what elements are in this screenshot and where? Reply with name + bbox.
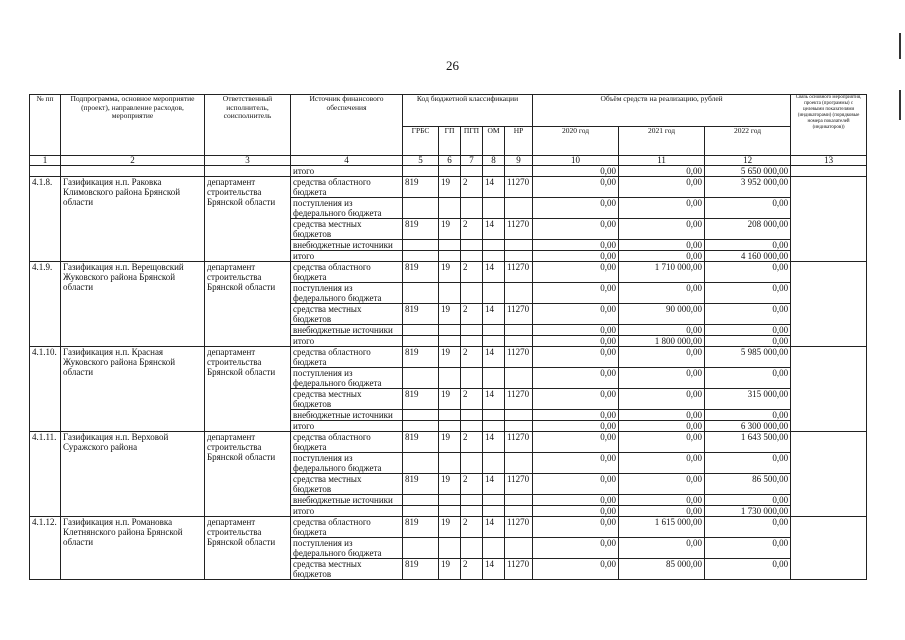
cell-2021: 0,00 [619,506,705,517]
cell-pgp [461,421,483,432]
header-source: Источник финансового обеспечения [291,95,403,156]
cell-2020: 0,00 [533,177,619,198]
cell-grbs [403,325,439,336]
cell-2022: 315 000,00 [705,389,791,410]
cell-source: внебюджетные источники [291,410,403,421]
cell-2021: 0,00 [619,347,705,368]
cell-empty [205,166,291,177]
cell-grbs: 819 [403,559,439,580]
cell-nr [505,240,533,251]
measure-name: Газификация н.п. Раковка Климовского района Брянской области [61,177,205,262]
cell-gp [439,538,461,559]
col-number: 8 [483,156,505,166]
header-gp: ГП [439,127,461,156]
cell-om: 14 [483,559,505,580]
table-body [30,166,867,580]
header-pgp: ПГП [461,127,483,156]
cell-grbs [403,538,439,559]
cell-2022: 0,00 [705,559,791,580]
cell-2022: 6 300 000,00 [705,421,791,432]
cell-source: средства местных бюджетов [291,219,403,240]
cell-2020: 0,00 [533,410,619,421]
cell-grbs: 819 [403,389,439,410]
cell-gp [439,251,461,262]
cell-nr: 11270 [505,177,533,198]
scan-edge-mark [899,33,901,59]
cell-om [483,240,505,251]
cell-nr [505,421,533,432]
header-2020: 2020 год [533,127,619,156]
measure-name: Газификация н.п. Верховой Суражского района [61,432,205,517]
cell-grbs [403,495,439,506]
cell-2022: 0,00 [705,283,791,304]
cell-2022: 1 643 500,00 [705,432,791,453]
cell-source: средства местных бюджетов [291,389,403,410]
cell-pgp: 2 [461,304,483,325]
cell-source: поступления из федерального бюджета [291,198,403,219]
cell-pgp: 2 [461,177,483,198]
cell-nr [505,336,533,347]
cell-2022: 0,00 [705,410,791,421]
cell-om [483,283,505,304]
cell-2021: 0,00 [619,389,705,410]
cell-source: средства областного бюджета [291,262,403,283]
cell-2021: 0,00 [619,166,705,177]
cell-2021: 1 800 000,00 [619,336,705,347]
cell-nr: 11270 [505,432,533,453]
cell-2020: 0,00 [533,495,619,506]
cell-grbs: 819 [403,347,439,368]
cell-nr [505,251,533,262]
cell-empty [30,166,61,177]
cell-gp [439,166,461,177]
cell-pgp [461,495,483,506]
cell-nr: 11270 [505,474,533,495]
cell-om: 14 [483,432,505,453]
col-number: 10 [533,156,619,166]
cell-2020: 0,00 [533,198,619,219]
cell-2020: 0,00 [533,166,619,177]
page-number: 26 [446,58,459,73]
cell-pgp [461,506,483,517]
cell-gp [439,506,461,517]
cell-gp [439,410,461,421]
cell-grbs: 819 [403,474,439,495]
cell-gp [439,325,461,336]
col-number: 3 [205,156,291,166]
cell-source: итого [291,421,403,432]
cell-grbs: 819 [403,262,439,283]
measure-name: Газификация н.п. Верещовский Жуковского района Брянской области [61,262,205,347]
cell-2020: 0,00 [533,251,619,262]
cell-nr [505,368,533,389]
col-number: 11 [619,156,705,166]
cell-pgp: 2 [461,219,483,240]
cell-2020: 0,00 [533,283,619,304]
cell-grbs [403,283,439,304]
cell-nr: 11270 [505,389,533,410]
cell-2020: 0,00 [533,325,619,336]
cell-2021: 0,00 [619,177,705,198]
budget-table [29,94,867,580]
cell-source: поступления из федерального бюджета [291,453,403,474]
cell-2021: 85 000,00 [619,559,705,580]
table-row [30,347,867,368]
cell-2021: 0,00 [619,421,705,432]
table-row [30,177,867,198]
cell-pgp [461,240,483,251]
header-num: № пп [30,95,61,156]
cell-om [483,198,505,219]
cell-2022: 3 952 000,00 [705,177,791,198]
cell-nr: 11270 [505,304,533,325]
cell-gp: 19 [439,262,461,283]
cell-2022: 0,00 [705,325,791,336]
cell-grbs [403,240,439,251]
row-number: 4.1.12. [30,517,61,580]
cell-om: 14 [483,304,505,325]
cell-source: средства местных бюджетов [291,559,403,580]
header-2022: 2022 год [705,127,791,156]
header-link: Связь основного мероприятия, проекта (программы) с целевыми показателями (индикаторами) (порядковые номера показателей (индикаторов)) [791,95,867,156]
cell-source: средства местных бюджетов [291,474,403,495]
cell-2021: 1 615 000,00 [619,517,705,538]
cell-pgp: 2 [461,474,483,495]
cell-gp: 19 [439,517,461,538]
cell-2021: 0,00 [619,283,705,304]
cell-grbs [403,453,439,474]
cell-pgp [461,251,483,262]
cell-2020: 0,00 [533,336,619,347]
cell-om: 14 [483,389,505,410]
cell-2021: 0,00 [619,368,705,389]
col-number: 9 [505,156,533,166]
cell-om [483,538,505,559]
cell-gp [439,283,461,304]
cell-2020: 0,00 [533,368,619,389]
cell-gp [439,368,461,389]
cell-nr [505,506,533,517]
cell-grbs: 819 [403,517,439,538]
cell-nr: 11270 [505,517,533,538]
cell-source: внебюджетные источники [291,325,403,336]
cell-2020: 0,00 [533,421,619,432]
cell-2022: 0,00 [705,336,791,347]
cell-grbs [403,410,439,421]
cell-2022: 5 650 000,00 [705,166,791,177]
cell-2021: 0,00 [619,219,705,240]
cell-pgp [461,410,483,421]
header-grbs: ГРБС [403,127,439,156]
row-number: 4.1.9. [30,262,61,347]
executor-name: департамент строительства Брянской области [205,517,291,580]
cell-2022: 0,00 [705,240,791,251]
cell-2020: 0,00 [533,219,619,240]
cell-2022: 0,00 [705,517,791,538]
cell-pgp [461,283,483,304]
row-number: 4.1.11. [30,432,61,517]
cell-om [483,325,505,336]
cell-pgp [461,538,483,559]
cell-pgp [461,166,483,177]
cell-om: 14 [483,177,505,198]
column-numbers-row [30,156,867,166]
cell-om [483,166,505,177]
cell-nr [505,166,533,177]
cell-2021: 0,00 [619,198,705,219]
cell-2021: 0,00 [619,432,705,453]
cell-gp: 19 [439,389,461,410]
cell-pgp [461,368,483,389]
cell-gp [439,453,461,474]
cell-empty [61,166,205,177]
cell-source: итого [291,336,403,347]
cell-2022: 0,00 [705,495,791,506]
cell-nr [505,410,533,421]
cell-2020: 0,00 [533,506,619,517]
cell-2021: 0,00 [619,325,705,336]
cell-source: средства местных бюджетов [291,304,403,325]
cell-grbs [403,506,439,517]
executor-name: департамент строительства Брянской области [205,262,291,347]
scan-edge-mark [899,90,901,120]
cell-nr: 11270 [505,559,533,580]
cell-om [483,453,505,474]
cell-2022: 0,00 [705,538,791,559]
cell-source: поступления из федерального бюджета [291,368,403,389]
cell-pgp [461,325,483,336]
cell-2020: 0,00 [533,262,619,283]
cell-2020: 0,00 [533,347,619,368]
cell-link [791,177,867,262]
col-number: 2 [61,156,205,166]
cell-2021: 90 000,00 [619,304,705,325]
cell-source: средства областного бюджета [291,347,403,368]
cell-source: средства областного бюджета [291,432,403,453]
cell-source: внебюджетные источники [291,495,403,506]
header-executor: Ответственный исполнитель, соисполнитель [205,95,291,156]
header-2021: 2021 год [619,127,705,156]
cell-2021: 0,00 [619,474,705,495]
executor-name: департамент строительства Брянской области [205,347,291,432]
cell-nr: 11270 [505,347,533,368]
cell-2021: 0,00 [619,240,705,251]
cell-om: 14 [483,474,505,495]
cell-2021: 0,00 [619,495,705,506]
cell-grbs: 819 [403,219,439,240]
cell-om: 14 [483,219,505,240]
table-row [30,432,867,453]
row-number: 4.1.8. [30,177,61,262]
cell-2022: 4 160 000,00 [705,251,791,262]
cell-nr [505,325,533,336]
header-om: ОМ [483,127,505,156]
cell-om: 14 [483,517,505,538]
header-program: Подпрограмма, основное мероприятие (проект), направление расходов, мероприятие [61,95,205,156]
cell-source: итого [291,251,403,262]
cell-nr [505,283,533,304]
cell-om [483,368,505,389]
col-number: 1 [30,156,61,166]
executor-name: департамент строительства Брянской области [205,432,291,517]
cell-om [483,336,505,347]
cell-2022: 208 000,00 [705,219,791,240]
col-number: 5 [403,156,439,166]
cell-2022: 86 500,00 [705,474,791,495]
cell-grbs: 819 [403,432,439,453]
cell-nr [505,198,533,219]
cell-gp: 19 [439,304,461,325]
measure-name: Газификация н.п. Романовка Клетнянского района Брянской области [61,517,205,580]
cell-gp: 19 [439,347,461,368]
cell-2020: 0,00 [533,432,619,453]
cell-2020: 0,00 [533,240,619,251]
cell-pgp: 2 [461,559,483,580]
cell-source: средства областного бюджета [291,177,403,198]
cell-pgp: 2 [461,389,483,410]
cell-source: внебюджетные источники [291,240,403,251]
cell-gp [439,495,461,506]
cell-link [791,166,867,177]
cell-om: 14 [483,347,505,368]
cell-gp: 19 [439,177,461,198]
cell-source: средства областного бюджета [291,517,403,538]
cell-grbs: 819 [403,177,439,198]
cell-2021: 0,00 [619,251,705,262]
cell-pgp [461,453,483,474]
col-number: 12 [705,156,791,166]
header-budget-code: Код бюджетной классификации [403,95,533,127]
cell-gp: 19 [439,219,461,240]
cell-grbs [403,251,439,262]
cell-nr: 11270 [505,219,533,240]
cell-nr [505,453,533,474]
cell-pgp [461,198,483,219]
measure-name: Газификация н.п. Красная Жуковского района Брянской области [61,347,205,432]
cell-2020: 0,00 [533,304,619,325]
cell-link [791,432,867,517]
cell-2021: 0,00 [619,538,705,559]
cell-om [483,251,505,262]
cell-pgp: 2 [461,432,483,453]
cell-om [483,506,505,517]
cell-gp [439,421,461,432]
cell-2020: 0,00 [533,517,619,538]
cell-source: итого [291,166,403,177]
cell-2022: 5 985 000,00 [705,347,791,368]
cell-2020: 0,00 [533,474,619,495]
cell-om [483,495,505,506]
cell-grbs [403,198,439,219]
cell-pgp: 2 [461,262,483,283]
cell-2022: 0,00 [705,198,791,219]
cell-2020: 0,00 [533,453,619,474]
table-row [30,517,867,538]
cell-pgp: 2 [461,517,483,538]
cell-2022: 1 730 000,00 [705,506,791,517]
cell-2022: 0,00 [705,304,791,325]
col-number: 4 [291,156,403,166]
col-number: 13 [791,156,867,166]
cell-om [483,410,505,421]
cell-source: итого [291,506,403,517]
cell-gp [439,240,461,251]
cell-grbs [403,421,439,432]
cell-2022: 0,00 [705,368,791,389]
cell-2021: 1 710 000,00 [619,262,705,283]
col-number: 6 [439,156,461,166]
cell-pgp [461,336,483,347]
table-row [30,166,867,177]
cell-gp: 19 [439,432,461,453]
cell-pgp: 2 [461,347,483,368]
cell-2020: 0,00 [533,389,619,410]
cell-2022: 0,00 [705,262,791,283]
cell-2021: 0,00 [619,410,705,421]
cell-grbs [403,166,439,177]
cell-grbs: 819 [403,304,439,325]
cell-source: поступления из федерального бюджета [291,538,403,559]
cell-2021: 0,00 [619,453,705,474]
cell-om: 14 [483,262,505,283]
cell-gp: 19 [439,559,461,580]
cell-source: поступления из федерального бюджета [291,283,403,304]
cell-nr [505,495,533,506]
cell-gp: 19 [439,474,461,495]
col-number: 7 [461,156,483,166]
executor-name: департамент строительства Брянской области [205,177,291,262]
table-row [30,262,867,283]
header-nr: НР [505,127,533,156]
cell-gp [439,198,461,219]
cell-om [483,421,505,432]
cell-2022: 0,00 [705,453,791,474]
row-number: 4.1.10. [30,347,61,432]
cell-nr: 11270 [505,262,533,283]
cell-2020: 0,00 [533,559,619,580]
cell-link [791,262,867,347]
cell-nr [505,538,533,559]
cell-link [791,517,867,580]
header-volume: Объём средств на реализацию, рублей [533,95,791,127]
cell-link [791,347,867,432]
cell-gp [439,336,461,347]
cell-grbs [403,368,439,389]
cell-grbs [403,336,439,347]
cell-2020: 0,00 [533,538,619,559]
